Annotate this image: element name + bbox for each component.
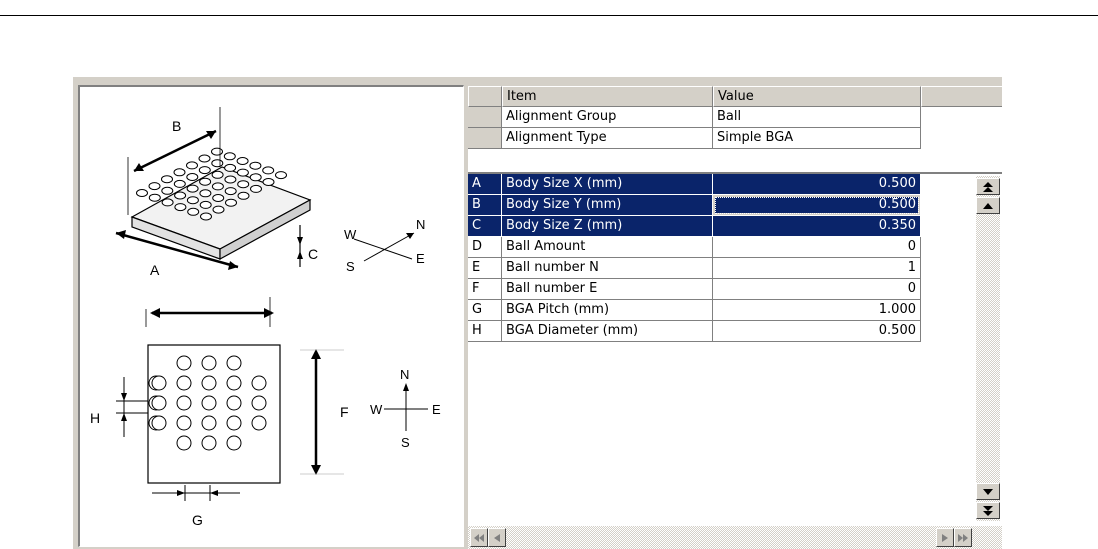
- ball: [177, 436, 191, 450]
- row-key-cell: H: [468, 321, 502, 342]
- ball: [187, 197, 198, 204]
- compass-n: N: [416, 217, 426, 232]
- ball: [152, 416, 166, 430]
- compass-s-2d: S: [401, 435, 410, 450]
- compass-2d: [384, 383, 428, 431]
- ball: [174, 180, 185, 187]
- scroll-up-button[interactable]: [976, 197, 1000, 214]
- ball: [250, 162, 261, 169]
- value-cell[interactable]: 0.350: [713, 216, 921, 237]
- ball: [177, 396, 191, 410]
- scroll-bottom-button[interactable]: [976, 502, 1000, 519]
- row-key-cell: B: [468, 195, 502, 216]
- item-cell: BGA Diameter (mm): [502, 321, 713, 342]
- fixed-key-cell: [468, 128, 502, 149]
- left-arrow-icon: [492, 533, 502, 543]
- label-h: H: [90, 410, 101, 426]
- ball: [227, 416, 241, 430]
- ball: [177, 356, 191, 370]
- ball: [200, 178, 211, 185]
- dimension-c: [297, 225, 303, 267]
- scroll-top-button[interactable]: [976, 178, 1000, 195]
- ball: [238, 181, 249, 188]
- double-right-arrow-icon: [957, 533, 969, 543]
- row-key-cell: A: [468, 174, 502, 195]
- ball: [213, 195, 224, 202]
- ball: [175, 192, 186, 199]
- ball: [162, 199, 173, 206]
- ball: [137, 190, 148, 197]
- ball: [202, 376, 216, 390]
- ball: [152, 396, 166, 410]
- fixed-row-alignment-type[interactable]: [468, 128, 1002, 149]
- ball: [187, 162, 198, 169]
- ball: [202, 356, 216, 370]
- ball: [227, 396, 241, 410]
- header-spacer: [921, 86, 1002, 107]
- ball: [187, 174, 198, 181]
- bga-diagram-panel: [78, 85, 464, 547]
- item-cell: Body Size X (mm): [502, 174, 713, 195]
- ball: [224, 153, 235, 160]
- table-row[interactable]: [468, 279, 921, 300]
- dimension-g: [152, 485, 240, 501]
- ball: [227, 356, 241, 370]
- down-arrow-icon: [982, 487, 994, 497]
- vertical-scrollbar[interactable]: [976, 176, 1000, 521]
- table-row[interactable]: [468, 237, 921, 258]
- ball: [202, 396, 216, 410]
- ball: [201, 213, 212, 220]
- ball: [199, 155, 210, 162]
- ball: [200, 201, 211, 208]
- row-key-cell: C: [468, 216, 502, 237]
- ball: [162, 187, 173, 194]
- value-cell[interactable]: 0.500: [713, 321, 921, 342]
- value-cell[interactable]: Ball: [713, 107, 921, 128]
- dimension-h: [116, 377, 148, 437]
- ball: [212, 160, 223, 167]
- label-b: B: [172, 118, 182, 134]
- compass-e-2d: E: [432, 402, 441, 417]
- ball: [225, 176, 236, 183]
- ball: [174, 169, 185, 176]
- label-f: F: [340, 404, 349, 420]
- ball: [152, 376, 166, 390]
- dimension-f: [300, 349, 344, 475]
- ball: [213, 206, 224, 213]
- ball: [251, 185, 262, 192]
- compass-s: S: [346, 259, 355, 274]
- top-divider: [0, 15, 1098, 16]
- compass-n-2d: N: [400, 367, 410, 382]
- ball: [212, 183, 223, 190]
- ball: [175, 204, 186, 211]
- ball: [276, 172, 287, 179]
- scroll-right-button[interactable]: [936, 528, 954, 547]
- ball: [238, 192, 249, 199]
- ball: [237, 169, 248, 176]
- table-row[interactable]: [468, 321, 921, 342]
- row-key-cell: E: [468, 258, 502, 279]
- value-cell[interactable]: Simple BGA: [713, 128, 921, 149]
- spacer-cell: [921, 107, 1002, 128]
- property-grid: [468, 86, 1002, 549]
- up-arrow-icon: [982, 201, 994, 211]
- item-cell: BGA Pitch (mm): [502, 300, 713, 321]
- label-a: A: [150, 262, 160, 278]
- table-row[interactable]: [468, 258, 921, 279]
- fixed-key-cell: [468, 107, 502, 128]
- bga-package-diagram: [80, 87, 464, 547]
- compass-3d: [354, 233, 414, 261]
- ball: [237, 158, 248, 165]
- ball: [202, 436, 216, 450]
- value-cell[interactable]: 0.500: [713, 174, 921, 195]
- grid-header-row: [468, 86, 1002, 107]
- fixed-row-alignment-group[interactable]: [468, 107, 1002, 128]
- dimension-top-width: [150, 308, 274, 318]
- ball: [212, 171, 223, 178]
- ball: [202, 416, 216, 430]
- item-cell: Ball number N: [502, 258, 713, 279]
- ball: [149, 194, 160, 201]
- ball-array-2d: [149, 356, 266, 450]
- ball: [252, 396, 266, 410]
- ball: [188, 208, 199, 215]
- ball: [225, 164, 236, 171]
- ball: [252, 376, 266, 390]
- row-key-cell: G: [468, 300, 502, 321]
- item-cell: Body Size Y (mm): [502, 195, 713, 216]
- row-key-cell: D: [468, 237, 502, 258]
- ball: [212, 148, 223, 155]
- double-down-arrow-icon: [982, 505, 994, 517]
- ball: [226, 199, 237, 206]
- double-up-arrow-icon: [982, 181, 994, 193]
- label-c: C: [308, 246, 319, 262]
- table-row[interactable]: [468, 216, 921, 237]
- compass-e: E: [416, 251, 425, 266]
- ball: [200, 190, 211, 197]
- ball: [263, 179, 274, 186]
- spacer-cell: [921, 128, 1002, 149]
- value-cell[interactable]: 1.000: [713, 300, 921, 321]
- ball: [177, 416, 191, 430]
- value-cell[interactable]: 0: [713, 279, 921, 300]
- item-cell: Ball Amount: [502, 237, 713, 258]
- ball: [162, 176, 173, 183]
- scroll-last-button[interactable]: [954, 528, 972, 547]
- ball: [149, 183, 160, 190]
- ball: [199, 167, 210, 174]
- value-cell[interactable]: 0: [713, 237, 921, 258]
- scroll-down-button[interactable]: [976, 483, 1000, 500]
- ball: [252, 416, 266, 430]
- compass-w: W: [344, 227, 357, 242]
- ball: [227, 436, 241, 450]
- table-row[interactable]: [468, 174, 921, 195]
- ball: [250, 174, 261, 181]
- compass-w-2d: W: [370, 402, 383, 417]
- ball: [227, 376, 241, 390]
- value-cell[interactable]: 0.500: [713, 195, 921, 216]
- horizontal-scrollbar[interactable]: [468, 526, 1002, 549]
- table-row[interactable]: [468, 300, 921, 321]
- row-key-cell: F: [468, 279, 502, 300]
- ball: [263, 167, 274, 174]
- item-cell: Alignment Group: [502, 107, 713, 128]
- column-header-item[interactable]: Item: [502, 86, 713, 107]
- double-left-arrow-icon: [473, 533, 485, 543]
- right-arrow-icon: [940, 533, 950, 543]
- ball: [177, 376, 191, 390]
- label-g: G: [192, 512, 203, 528]
- scroll-first-button[interactable]: [470, 528, 488, 547]
- item-cell: Body Size Z (mm): [502, 216, 713, 237]
- value-cell[interactable]: 1: [713, 258, 921, 279]
- table-row[interactable]: [468, 195, 921, 216]
- ball: [187, 185, 198, 192]
- scroll-left-button[interactable]: [488, 528, 506, 547]
- header-key-cell: [468, 86, 502, 107]
- column-header-value[interactable]: Value: [713, 86, 921, 107]
- item-cell: Ball number E: [502, 279, 713, 300]
- ball: [225, 188, 236, 195]
- item-cell: Alignment Type: [502, 128, 713, 149]
